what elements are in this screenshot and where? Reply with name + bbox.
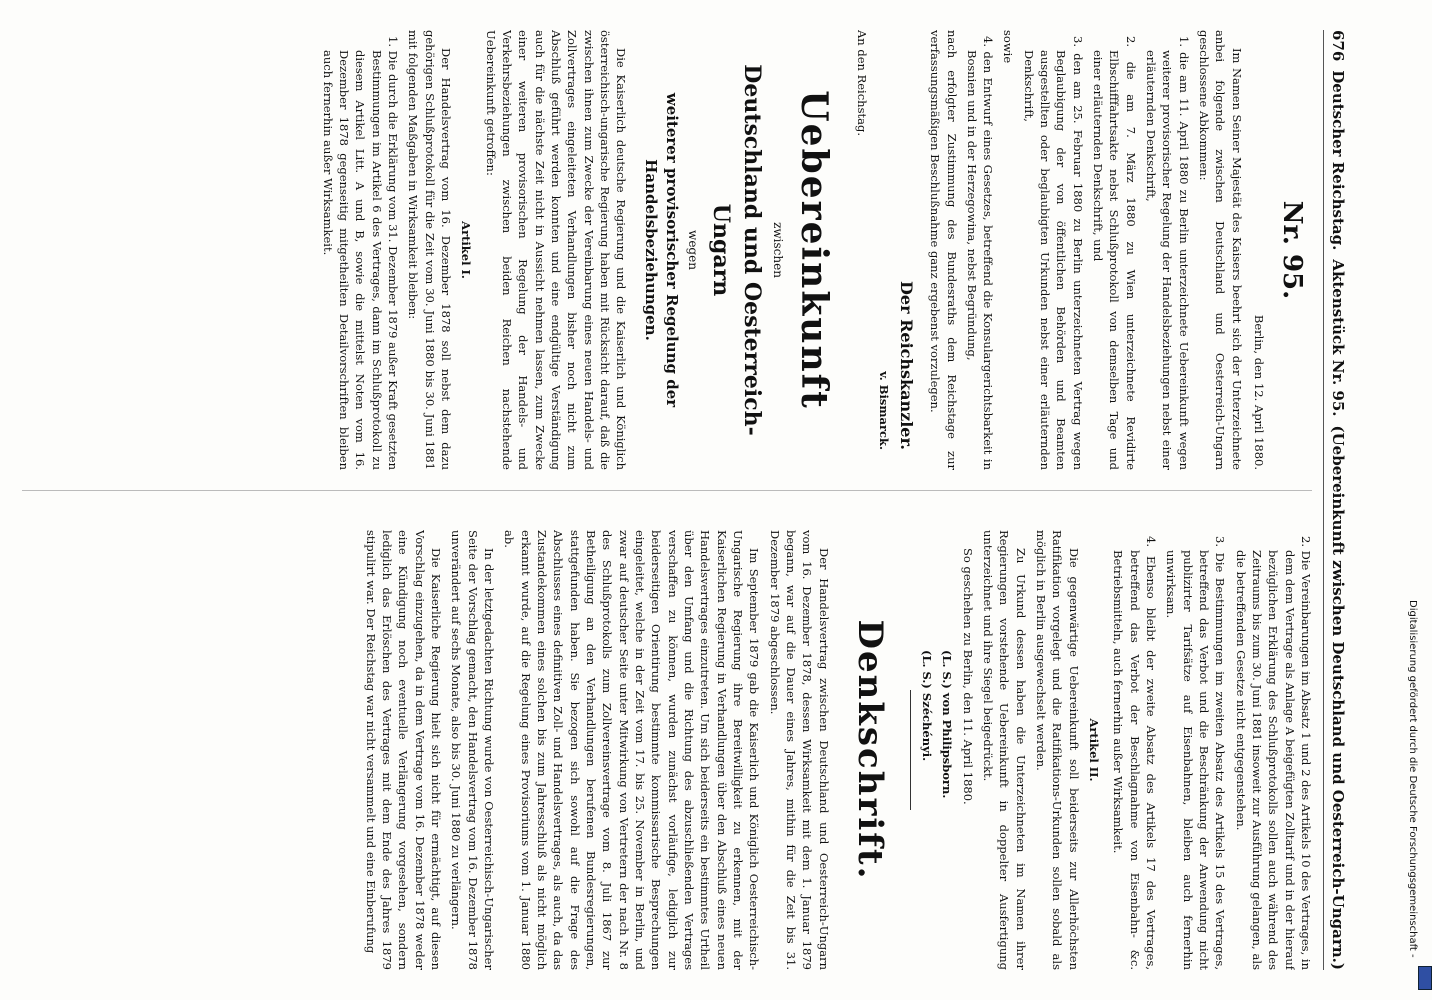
wegen-label: wegen [685, 230, 700, 270]
list-item: 1. die am 11. April 1880 zu Berlin unterzeichnete Uebereinkunft wegen weiterer provisorischer Regelung der Handelsbeziehungen nebst einer erläuternden Denkschrift, [1144, 36, 1191, 470]
document-number: Nr. 95. [1277, 200, 1307, 300]
header-subject: (Uebereinkunft zwischen Deutschland und Oesterreich-Ungarn.) [1329, 425, 1347, 970]
left-column [24, 30, 1314, 470]
agreement-subtitle: weiterer provisorischer Regelung der Handelsbeziehungen. [641, 92, 681, 408]
signature-role: Der Reichskanzler. [896, 281, 916, 450]
memorandum-paragraph: Der Handelsvertrag zwischen Deutschland und Oesterreich-Ungarn vom 16. Dezember 1878, dessen Wirksamkeit mit dem 1. Januar 1879 begann, war auf die Dauer eines Jahres, mithin für die Zeit bis 31. Dezember 1879 abgeschlossen. [767, 530, 831, 970]
urkund-paragraph: Zu Urkund dessen haben die Unterzeichneten im Namen ihrer Regierungen vorstehende Uebereinkunft in doppelter Ausfertigung unterzeichnet und ihre Siegel beigedrückt. [981, 530, 1028, 970]
right-column [24, 530, 1314, 970]
column-divider [22, 490, 1312, 491]
section-rule [910, 690, 911, 810]
closing-paragraph: nach erfolgter Zustimmung des Bundesraths dem Reichstage zur verfassungsmäßigen Beschlußnahme ganz ergebenst vorzulegen. [928, 30, 959, 470]
signature-name: v. Bismarck. [877, 371, 892, 450]
digitization-credit: Digitalisierung gefördert durch die Deutsche Forschungsgemeinschaft - [1407, 600, 1418, 958]
dfg-logo-icon [1418, 966, 1432, 990]
article-heading: Artikel I. [459, 221, 474, 279]
list-item: 1. Die durch die Erklärung vom 31. Dezember 1879 außer Kraft gesetzten Bestimmungen im Artikel 6 des Vertrages, dann im Schlußprotokoll zu diesem Artikel Litt. A und B, sowie die mittelst Noten vom 16. Dezember 1878 gegenseitig mitgetheilten Detailvorschriften bleiben auch fernerhin außer Wirksamkeit. [320, 36, 400, 470]
zwischen-label: zwischen [771, 222, 786, 278]
list-item: 4. Ebenso bleibt der zweite Absatz des Artikels 17 des Vertrages, betreffend das Verbot der Beschlagnahme von Eisenbahn- &c. Betriebsmitteln, auch fernerhin außer Wirksamkeit. [1111, 536, 1159, 970]
given-date: So geschehen zu Berlin, den 11. April 1880. [960, 548, 975, 805]
memorandum-paragraph: In der letztgedachten Richtung wurde von Oesterreichisch-Ungarischer Seite der Vorschlag gemacht, den Handelsvertrag vom 16. Dezember 1878 unverändert auf sechs Monate, also bis 30. Juni 1880 zu verlängern. [449, 530, 496, 970]
page-header [1323, 30, 1352, 970]
sowie-text: sowie [1001, 30, 1016, 64]
addressee: An den Reichstag. [854, 30, 869, 136]
list-item: 3. den am 25. Februar 1880 zu Berlin unterzeichneten Vertrag wegen Beglaubigung der von öffentlichen Behörden und Beamten ausgestellten oder beglaubigten Urkunden nebst einer erläuternden Denkschrift, [1021, 36, 1085, 470]
list-item: 2. Die Vereinbarungen im Absatz 1 und 2 des Artikels 10 des Vertrages, in dem dem Vertrage als Anlage A beigefügten Zolltarif und in der hierauf bezüglichen Erklärung des Schlußprotokolls sollen auch während des Zeitraums bis zum 30. Juni 1881 insoweit zur Ausführung gelangen, als die betreffenden Gesetze nicht entgegenstehen. [1233, 536, 1313, 970]
article-heading: Artikel II. [1087, 718, 1102, 782]
parties-title: Deutschland und Oesterreich-Ungarn [708, 64, 766, 436]
agreement-title: Uebereinkunft [793, 90, 836, 410]
document-page [2, 0, 1372, 1000]
article-paragraph: Der Handelsvertrag vom 16. Dezember 1878 soll nebst dem dazu gehörigen Schlußprotokoll für die Zeit vom 30. Juni 1880 bis 30. Juni 1881 mit folgenden Maßgaben in Wirksamkeit bleiben: [406, 30, 453, 470]
page-number: 676 [1329, 30, 1347, 62]
list-item: 2. die am 7. März 1880 zu Wien unterzeichnete Revidirte Elbschifffahrtsakte nebst Schlußprotokoll von demselben Tage und einer erläuternden Denkschrift, und [1091, 36, 1138, 470]
seal-signature: (L. S.) Széchényi. [920, 650, 935, 762]
list-item: 3. Die Bestimmungen im zweiten Absatz des Artikels 15 des Vertrages, betreffend das Verbot und die Beschränkung der Anwendung nicht publizirter Tarifsätze auf Eisenbahnen, bleiben auch fernerhin unwirksam. [1164, 536, 1228, 970]
memorandum-title: Denkschrift. [849, 619, 890, 881]
list-item: 4. den Entwurf eines Gesetzes, betreffend die Konsulargerichtsbarkeit in Bosnien und in der Herzegowina, nebst Begründung, [964, 36, 996, 470]
intro-paragraph: Im Namen Seiner Majestät des Kaisers beehrt sich der Unterzeichnete anbei folgende zwischen Deutschland und Oesterreich-Ungarn geschlossene Abkommen: [1197, 30, 1244, 470]
preamble-paragraph: Die Kaiserlich deutsche Regierung und die Kaiserlich und Königlich österreichisch-ungarische Regierung haben mit Rücksicht darauf, daß die zwischen ihnen zum Zwecke der Vereinbarung eines neuen Handels- und Zollvertrages eingeleiteten Verhandlungen bisher noch nicht zum Abschluß geführt werden konnten und eine endgültige Verständigung auch für die nächste Zeit nicht in Aussicht nehmen lassen, zum Zwecke einer weiteren provisorischen Regelung der Handels- und Verkehrsbeziehungen zwischen beiden Reichen nachstehende Uebereinkunft getroffen: [483, 30, 629, 470]
seal-signature: (L. S.) von Philipsborn. [940, 650, 955, 799]
document-date: Berlin, den 12. April 1880. [1252, 314, 1267, 470]
memorandum-paragraph: Die Kaiserliche Regierung hielt sich nicht für ermächtigt, auf diesen Vorschlag einzugehen, da in dem Vertrage vom 16. Dezember 1878 weder eine Kündigung noch eventuelle Verlängerung vorgesehen, sondern lediglich das Erlöschen des Vertrages mit dem Ende des Jahres 1879 stipulirt war. Der Reichstag war nicht versammelt und eine Einberufung [363, 530, 443, 970]
memorandum-paragraph: Im September 1879 gab die Kaiserlich und Königlich Oesterreichisch-Ungarische Regierung ihre Bereitwilligkeit zu erkennen, mit der Kaiserlichen Regierung in Verhandlungen über den Abschluß eines neuen Handelsvertrages einzutreten. Um sich beiderseits ein bestimmtes Urtheil über den Umfang und die Richtung des abzuschließenden Vertrages verschaffen zu können, wurden zunächst vorläufige, lediglich zur beiderseitigen Orientirung bestimmte kommissarische Besprechungen eingeleitet, welche in der Zeit vom 17. bis 25. November in Berlin, und zwar auf deutscher Seite unter Mitwirkung von Vertretern der nach Nr. 8 des Schlußprotokolls zum Zollvereinsvertrage vom 8. Juli 1867 zur Betheiligung an den Verhandlungen berufenen Bundesregierungen, stattgefunden haben. Sie bezogen sich sowohl auf die Frage des Abschlusses eines definitiven Zoll- und Handelsvertrages, als auch, da das Zustandekommen eines solchen bis zum Jahresschluß als nicht möglich erkannt wurde, auf die Regelung eines Provisoriums vom 1. Januar 1880 ab. [502, 530, 762, 970]
section-label: Aktenstück Nr. 95. [1329, 259, 1347, 417]
publication-name: Deutscher Reichstag. [1329, 70, 1347, 251]
article-paragraph: Die gegenwärtige Uebereinkunft soll beiderseits zur Allerhöchsten Ratifikation vorgelegt und die Ratifikations-Urkunden sollen sobald als möglich in Berlin ausgewechselt werden. [1034, 530, 1081, 970]
